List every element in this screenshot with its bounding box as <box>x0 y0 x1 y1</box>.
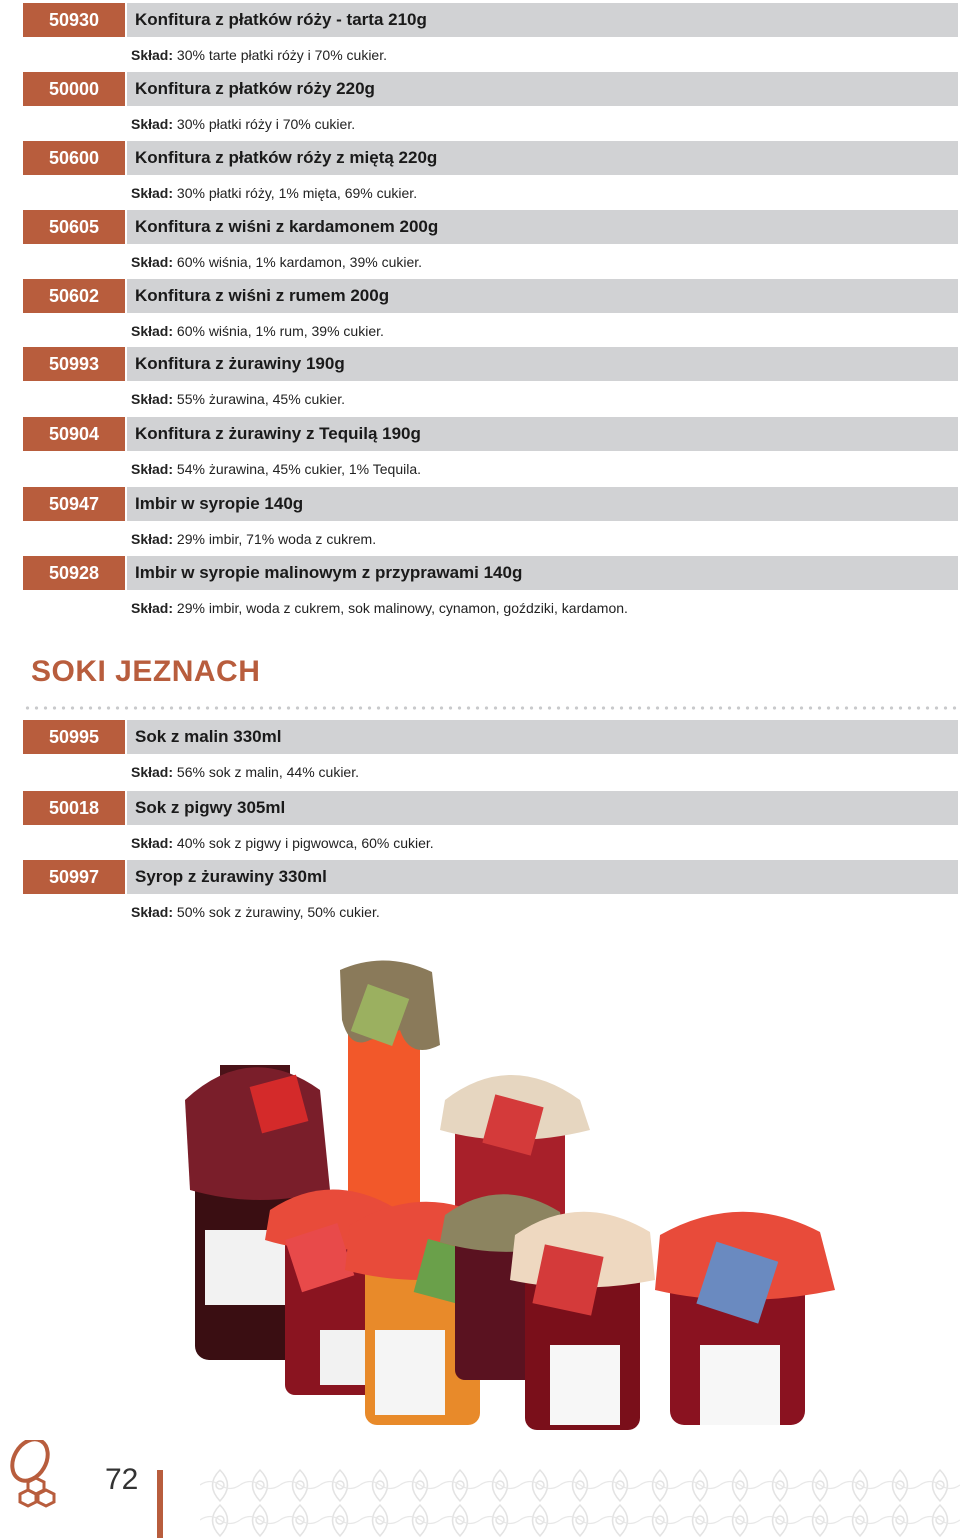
page-accent-bar <box>157 1470 163 1538</box>
product-code: 50000 <box>23 72 125 106</box>
product-name: Syrop z żurawiny 330ml <box>127 860 958 894</box>
product-item <box>23 487 958 547</box>
product-code: 50605 <box>23 210 125 244</box>
product-name: Konfitura z płatków róży - tarta 210g <box>127 3 958 37</box>
product-item <box>23 210 958 270</box>
product-item <box>23 417 958 477</box>
product-name: Konfitura z wiśni z kardamonem 200g <box>127 210 958 244</box>
product-name: Konfitura z żurawiny z Tequilą 190g <box>127 417 958 451</box>
product-name: Sok z malin 330ml <box>127 720 958 754</box>
product-composition: Skład: 30% płatki róży, 1% mięta, 69% cukier. <box>131 185 418 201</box>
product-name: Imbir w syropie 140g <box>127 487 958 521</box>
product-code: 50928 <box>23 556 125 590</box>
juice-item <box>23 860 958 920</box>
product-photo <box>170 950 860 1440</box>
product-item <box>23 3 958 63</box>
product-code: 50993 <box>23 347 125 381</box>
product-item <box>23 347 958 407</box>
product-code: 50600 <box>23 141 125 175</box>
page-number: 72 <box>105 1463 139 1496</box>
product-code: 50947 <box>23 487 125 521</box>
front-jars <box>265 1189 835 1430</box>
product-code: 50930 <box>23 3 125 37</box>
juice-item <box>23 720 958 780</box>
dotted-divider <box>23 706 958 710</box>
decorative-pattern <box>200 1468 960 1538</box>
product-composition: Skład: 30% płatki róży i 70% cukier. <box>131 116 356 132</box>
product-code: 50904 <box>23 417 125 451</box>
product-name: Konfitura z żurawiny 190g <box>127 347 958 381</box>
product-composition: Skład: 30% tarte płatki róży i 70% cukier. <box>131 47 388 63</box>
logo-icon <box>4 1440 64 1512</box>
product-name: Konfitura z płatków róży z miętą 220g <box>127 141 958 175</box>
product-code: 50018 <box>23 791 125 825</box>
product-composition: Skład: 60% wiśnia, 1% rum, 39% cukier. <box>131 323 384 339</box>
product-composition: Skład: 50% sok z żurawiny, 50% cukier. <box>131 904 380 920</box>
product-composition: Skład: 56% sok z malin, 44% cukier. <box>131 764 359 780</box>
product-composition: Skład: 29% imbir, 71% woda z cukrem. <box>131 531 377 547</box>
product-code: 50995 <box>23 720 125 754</box>
product-composition: Skład: 55% żurawina, 45% cukier. <box>131 391 345 407</box>
section-title: SOKI JEZNACH <box>31 655 261 688</box>
product-composition: Skład: 40% sok z pigwy i pigwowca, 60% cukier. <box>131 835 434 851</box>
product-code: 50602 <box>23 279 125 313</box>
product-name: Konfitura z wiśni z rumem 200g <box>127 279 958 313</box>
product-name: Konfitura z płatków róży 220g <box>127 72 958 106</box>
product-composition: Skład: 60% wiśnia, 1% kardamon, 39% cukier. <box>131 254 423 270</box>
product-item <box>23 556 958 616</box>
juice-item <box>23 791 958 851</box>
product-composition: Skład: 54% żurawina, 45% cukier, 1% Tequila. <box>131 461 422 477</box>
product-composition: Skład: 29% imbir, woda z cukrem, sok malinowy, cynamon, goździki, kardamon. <box>131 600 628 616</box>
product-item <box>23 141 958 201</box>
product-code: 50997 <box>23 860 125 894</box>
product-name: Sok z pigwy 305ml <box>127 791 958 825</box>
product-name: Imbir w syropie malinowym z przyprawami 140g <box>127 556 958 590</box>
product-item <box>23 72 958 132</box>
product-item <box>23 279 958 339</box>
